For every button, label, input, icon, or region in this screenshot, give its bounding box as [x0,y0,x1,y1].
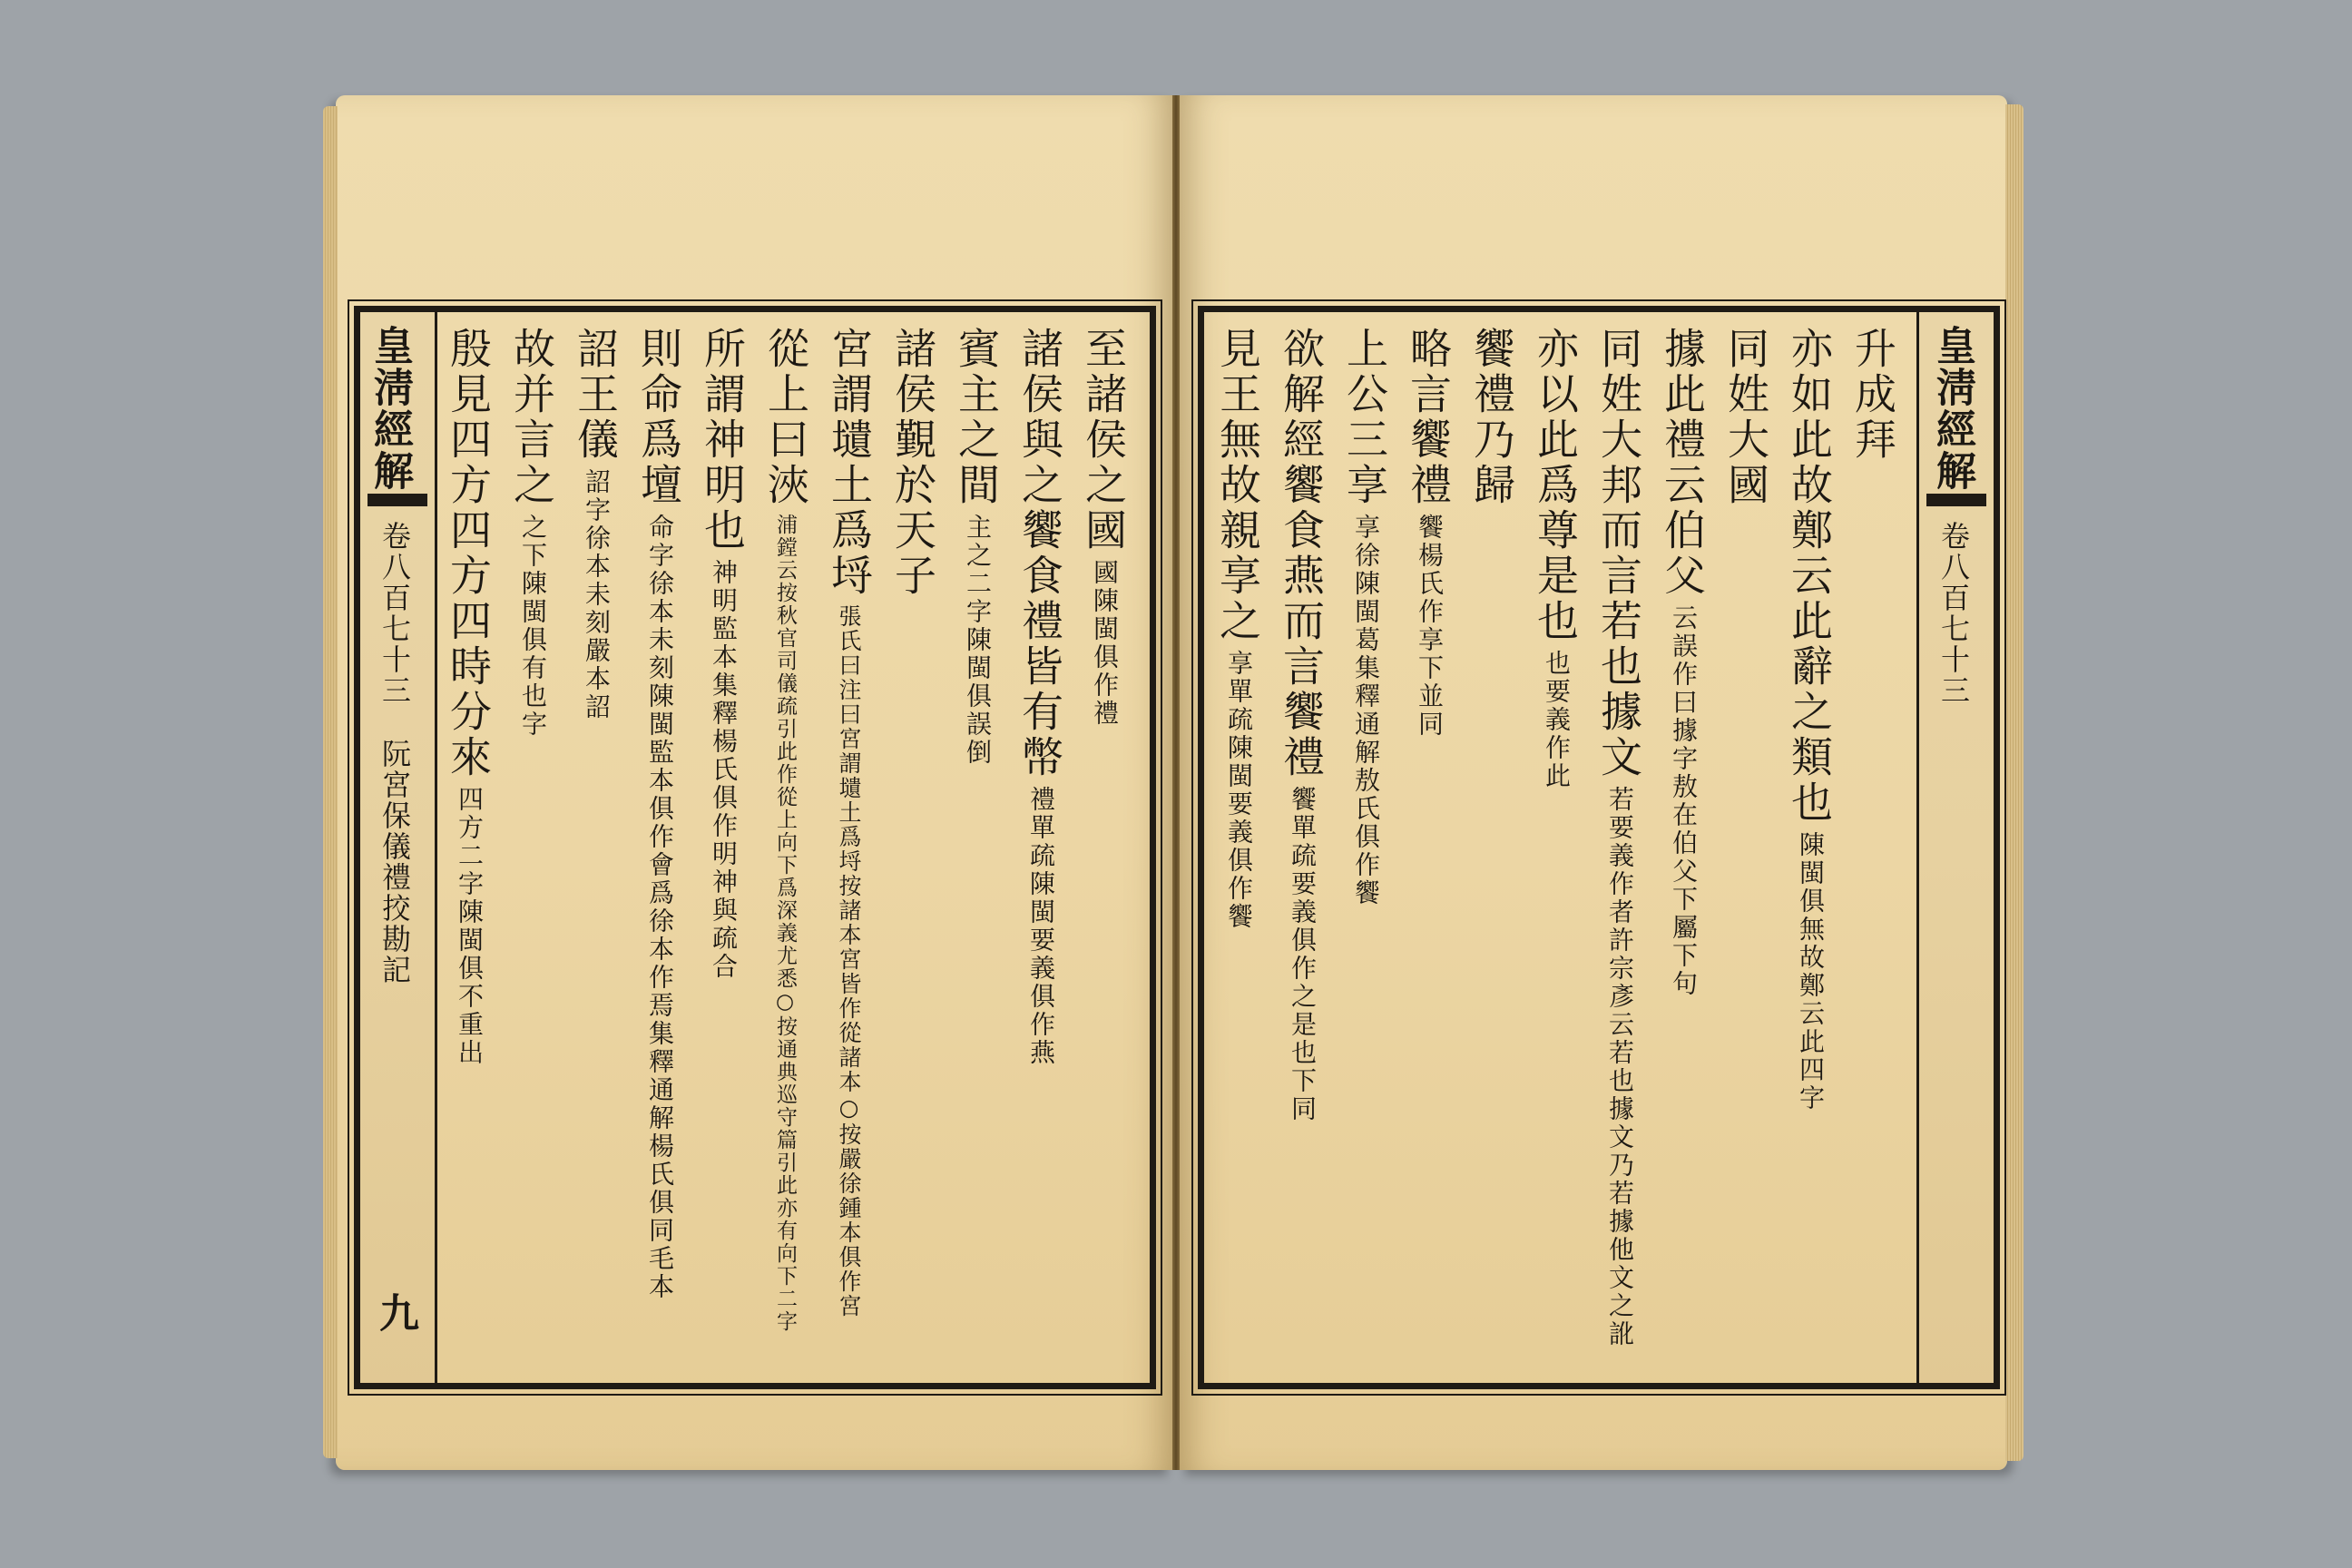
main-text: 亦如此故鄭云此辭之類也 [1785,327,1834,826]
main-text: 升成拜 [1848,327,1897,463]
commentary-note: 詔字徐本未刻嚴本詔 [582,468,612,721]
text-column [438,312,502,1383]
volume-number: 卷八百七十三 [377,521,412,706]
commentary-note: 享徐陳閩葛集釋通解敖氏俱作饗 [1351,514,1381,907]
commentary-note: 饗楊氏作享下並同 [1415,514,1445,739]
text-column [692,312,756,1383]
commentary-note: 神明監本集釋楊氏俱作明神與疏合 [709,559,739,981]
fishtail-mark [368,494,427,506]
text-column [1843,312,1906,1383]
commentary-note: 四方二字陳閩俱不重出 [455,786,485,1067]
commentary-note: 浦鏜云按秋官司儀疏引此作從上向下爲深義尤悉○按通典巡守篇引此亦有向下二字 [773,514,797,1333]
main-text: 據此禮云伯父 [1658,327,1707,599]
text-column [629,312,692,1383]
main-text: 故并言之 [507,327,556,508]
collection-title: 皇淸經解 [367,325,413,492]
text-column [1652,312,1716,1383]
fishtail-mark [1926,494,1986,506]
text-column [1010,312,1073,1383]
text-column [1073,312,1137,1383]
main-text: 至諸侯之國 [1079,327,1128,554]
main-text: 詔王儀 [571,327,620,463]
commentary-note: 命字徐本未刻陳閩監本俱作會爲徐本作焉集釋通解楊氏俱同毛本 [645,514,675,1301]
text-column [1589,312,1652,1383]
commentary-note: 主之二字陳閩俱誤倒 [963,514,993,767]
left-page [336,95,1172,1470]
main-text: 見王無故親享之 [1213,327,1262,644]
page-edges-left [323,106,338,1458]
text-column [565,312,629,1383]
text-column [1779,312,1843,1383]
text-column [1525,312,1589,1383]
right-text-frame [1198,306,2000,1389]
right-page-header-column [1916,312,1994,1383]
page-number: 九 [372,1292,418,1334]
commentary-note: 饗單疏要義俱作之是也下同 [1288,786,1318,1123]
volume-number: 卷八百七十三 [1936,521,1971,706]
commentary-note: 若要義作者許宗彥云若也據文乃若據他文之訛 [1605,786,1635,1348]
left-page-header-column [360,312,437,1383]
main-text: 從上曰浹 [761,327,810,508]
main-text: 亦以此爲尊是也 [1531,327,1580,644]
commentary-note: 張氏曰注曰宮謂壝土爲埒按諸本宮皆作從諸本○按嚴徐鍾本俱作宮 [836,604,862,1318]
main-text: 則命爲壇 [634,327,683,508]
main-text: 諸侯覲於天子 [888,327,937,599]
text-column [756,312,819,1383]
text-column [946,312,1010,1383]
commentary-note: 禮單疏陳閩要義俱作燕 [1026,786,1056,1067]
main-text: 宮謂壝土爲埒 [825,327,874,599]
commentary-note: 之下陳閩俱有也字 [518,514,548,739]
text-column [1335,312,1398,1383]
text-column [1398,312,1462,1383]
main-text: 同姓大國 [1721,327,1770,508]
commentary-note: 國陳閩俱作禮 [1090,559,1120,728]
commentary-note: 陳閩俱無故鄭云此四字 [1796,831,1826,1112]
main-text: 上公三享 [1340,327,1389,508]
work-title: 阮宮保儀禮挍勘記 [377,739,412,985]
open-book [336,95,2007,1470]
commentary-note: 云誤作曰據字敖在伯父下屬下句 [1669,604,1699,998]
main-text: 同姓大邦而言若也據文 [1594,327,1643,780]
right-page [1180,95,2007,1470]
text-column [1716,312,1779,1383]
commentary-note: 享單疏陳閩要義俱作饗 [1224,650,1254,931]
left-text-frame [354,306,1156,1389]
main-text: 殷見四方四方四時分來 [444,327,493,780]
main-text: 賓主之間 [952,327,1001,508]
main-text: 略言饗禮 [1404,327,1453,508]
text-column [1271,312,1335,1383]
text-column [1208,312,1271,1383]
collection-title: 皇淸經解 [1929,325,1975,492]
main-text: 諸侯與之饗食禮皆有幣 [1015,327,1064,780]
page-edges-right [2005,104,2024,1461]
text-column [502,312,565,1383]
text-column [819,312,883,1383]
text-column [1462,312,1525,1383]
main-text: 饗禮乃歸 [1467,327,1516,508]
main-text: 所謂神明也 [698,327,747,554]
commentary-note: 也要義作此 [1542,650,1572,790]
main-text: 欲解經饗食燕而言饗禮 [1277,327,1326,780]
text-column [883,312,946,1383]
